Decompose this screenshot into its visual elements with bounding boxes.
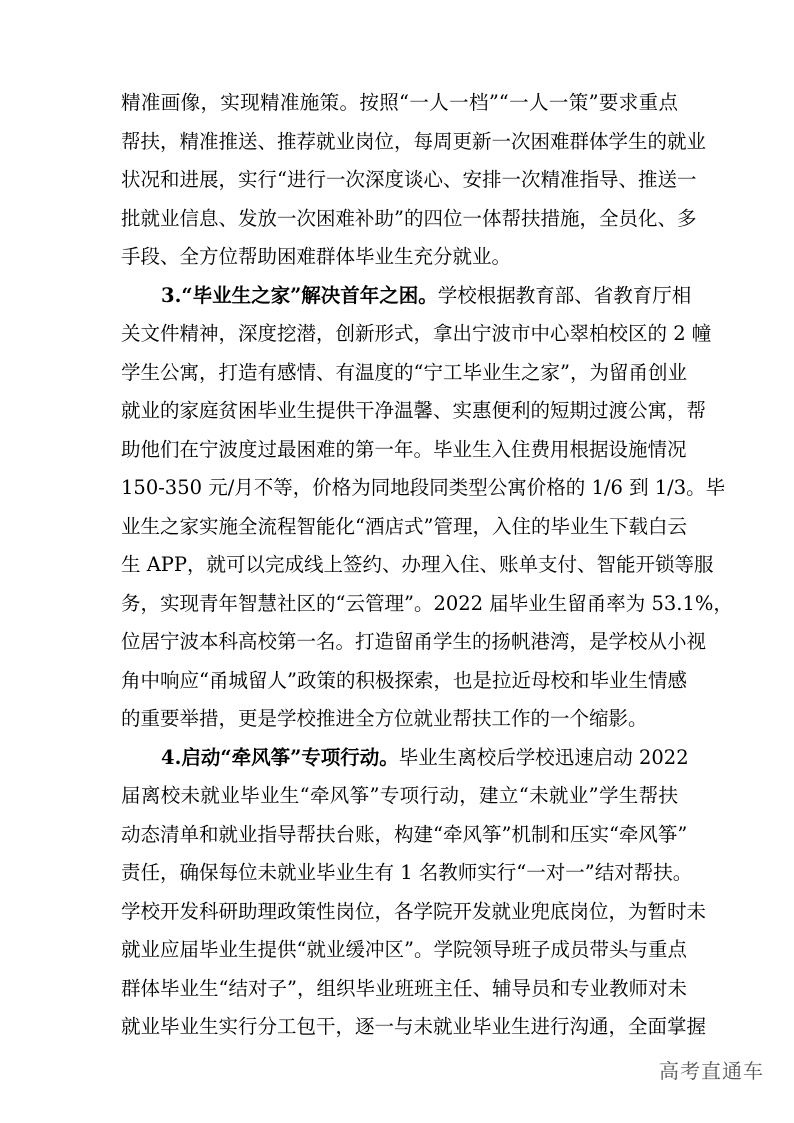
paragraph-3-heading: 3.“毕业生之家”解决首年之困。 xyxy=(161,284,438,307)
paragraph-4-first-line-rest: 毕业生离校后学校迅速启动 2022 xyxy=(398,746,689,769)
line-text: 助他们在宁波度过最困难的第一年。毕业生入住费用根据设施情况 xyxy=(121,438,687,461)
text-line xyxy=(0,238,794,276)
text-line xyxy=(0,970,794,1008)
paragraph-3-first-line xyxy=(0,277,794,315)
line-text: 手段、全方位帮助困难群体毕业生充分就业。 xyxy=(121,245,512,268)
text-line xyxy=(0,777,794,815)
line-text: 位居宁波本科高校第一名。打造留甬学生的扬帆港湾，是学校从小视 xyxy=(121,630,707,653)
text-line xyxy=(0,84,794,122)
text-line xyxy=(0,123,794,161)
text-line xyxy=(0,354,794,392)
line-text: 务，实现青年智慧社区的“云管理”。2022 届毕业生留甬率为 53.1%， xyxy=(121,592,733,615)
line-text: 关文件精神，深度挖潜，创新形式，拿出宁波市中心翠柏校区的 2 幢 xyxy=(121,322,712,345)
line-text: 的重要举措，更是学校推进全方位就业帮扶工作的一个缩影。 xyxy=(121,707,648,730)
text-line xyxy=(0,700,794,738)
line-text: 批就业信息、发放一次困难补助”的四位一体帮扶措施，全员化、多 xyxy=(121,207,697,230)
text-line xyxy=(0,469,794,507)
line-text: 生 APP，就可以完成线上签约、办理入住、账单支付、智能开锁等服 xyxy=(121,553,714,576)
text-line xyxy=(0,1008,794,1046)
text-line xyxy=(0,161,794,199)
line-text: 就业毕业生实行分工包干，逐一与未就业毕业生进行沟通，全面掌握 xyxy=(121,1015,707,1038)
text-line xyxy=(0,662,794,700)
line-text: 业生之家实施全流程智能化“酒店式”管理，入住的毕业生下载白云 xyxy=(121,515,687,538)
paragraph-3-first-line-rest: 学校根据教育部、省教育厅相 xyxy=(437,284,692,307)
line-text xyxy=(161,277,692,315)
line-text: 届离校未就业毕业生“牵风筝”专项行动，建立“未就业”学生帮扶 xyxy=(121,784,678,807)
text-line xyxy=(0,931,794,969)
text-line xyxy=(0,315,794,353)
text-line xyxy=(0,392,794,430)
text-line xyxy=(0,200,794,238)
line-text: 状况和进展，实行“进行一次深度谈心、安排一次精准指导、推送一 xyxy=(121,168,697,191)
paragraph-4-first-line xyxy=(0,739,794,777)
text-line xyxy=(0,585,794,623)
text-line xyxy=(0,854,794,892)
text-line xyxy=(0,546,794,584)
line-text: 角中响应“甬城留人”政策的积极探索，也是拉近母校和毕业生情感 xyxy=(121,669,687,692)
line-text xyxy=(161,739,689,777)
paragraph-4-heading: 4.启动“牵风筝”专项行动。 xyxy=(161,746,399,769)
line-text: 责任，确保每位未就业毕业生有 1 名教师实行“一对一”结对帮扶。 xyxy=(121,861,693,884)
line-text: 群体毕业生“结对子”，组织毕业班班主任、辅导员和专业教师对未 xyxy=(121,977,687,1000)
line-text: 精准画像，实现精准施策。按照“一人一档”“一人一策”要求重点 xyxy=(121,91,678,114)
text-line xyxy=(0,816,794,854)
line-text: 150-350 元/月不等，价格为同地段同类型公寓价格的 1/6 到 1/3。毕 xyxy=(121,476,726,499)
watermark: 高考直通车 xyxy=(659,1059,764,1083)
line-text: 学校开发科研助理政策性岗位，各学院开发就业兜底岗位，为暂时未 xyxy=(121,900,707,923)
line-text: 帮扶，精准推送、推荐就业岗位，每周更新一次困难群体学生的就业 xyxy=(121,130,707,153)
line-text: 就业应届毕业生提供“就业缓冲区”。学院领导班子成员带头与重点 xyxy=(121,938,687,961)
text-line xyxy=(0,508,794,546)
line-text: 就业的家庭贫困毕业生提供干净温馨、实惠便利的短期过渡公寓，帮 xyxy=(121,399,707,422)
text-line xyxy=(0,893,794,931)
line-text: 动态清单和就业指导帮扶台账，构建“牵风筝”机制和压实“牵风筝” xyxy=(121,823,688,846)
text-line xyxy=(0,431,794,469)
line-text: 学生公寓，打造有感情、有温度的“宁工毕业生之家”，为留甬创业 xyxy=(121,361,687,384)
text-line xyxy=(0,623,794,661)
